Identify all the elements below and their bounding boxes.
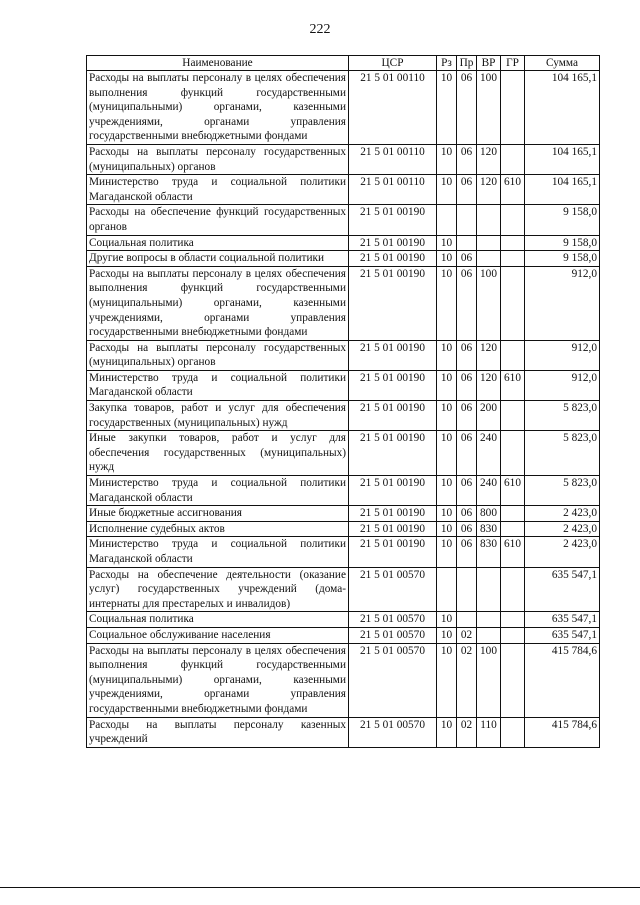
cell-vr: 100 — [477, 266, 501, 340]
cell-csr: 21 5 01 00190 — [349, 506, 437, 522]
cell-name: Социальная политика — [87, 612, 349, 628]
cell-pr: 06 — [457, 144, 477, 174]
cell-gr — [501, 717, 525, 747]
cell-csr: 21 5 01 00110 — [349, 71, 437, 145]
table-row — [87, 235, 600, 251]
cell-rz: 10 — [437, 717, 457, 747]
header-row — [87, 56, 600, 71]
cell-pr: 02 — [457, 717, 477, 747]
cell-rz: 10 — [437, 506, 457, 522]
cell-rz: 10 — [437, 251, 457, 267]
cell-gr — [501, 401, 525, 431]
cell-sum: 5 823,0 — [525, 431, 600, 476]
cell-csr: 21 5 01 00190 — [349, 235, 437, 251]
cell-gr — [501, 612, 525, 628]
cell-pr: 06 — [457, 521, 477, 537]
cell-csr: 21 5 01 00570 — [349, 612, 437, 628]
bottom-rule — [0, 887, 640, 888]
cell-gr — [501, 567, 525, 612]
cell-rz — [437, 567, 457, 612]
cell-name: Расходы на выплаты персоналу казенных учреждений — [87, 717, 349, 747]
header-pr: Пр — [457, 56, 477, 71]
table-row — [87, 266, 600, 340]
cell-pr: 06 — [457, 266, 477, 340]
cell-csr: 21 5 01 00190 — [349, 266, 437, 340]
cell-sum: 2 423,0 — [525, 521, 600, 537]
cell-name: Исполнение судебных актов — [87, 521, 349, 537]
cell-vr: 240 — [477, 431, 501, 476]
cell-rz: 10 — [437, 521, 457, 537]
cell-csr: 21 5 01 00190 — [349, 251, 437, 267]
cell-name: Расходы на выплаты персоналу государственных (муниципальных) органов — [87, 144, 349, 174]
cell-sum: 9 158,0 — [525, 235, 600, 251]
cell-name: Социальная политика — [87, 235, 349, 251]
cell-name: Расходы на обеспечение деятельности (оказание услуг) государственных учреждений (дома-интернаты для престарелых и инвалидов) — [87, 567, 349, 612]
cell-vr: 110 — [477, 717, 501, 747]
cell-sum: 635 547,1 — [525, 627, 600, 643]
cell-sum: 5 823,0 — [525, 476, 600, 506]
table-row — [87, 612, 600, 628]
cell-rz: 10 — [437, 537, 457, 567]
table-row — [87, 205, 600, 235]
cell-pr: 06 — [457, 537, 477, 567]
cell-rz: 10 — [437, 612, 457, 628]
cell-pr: 06 — [457, 71, 477, 145]
cell-sum: 415 784,6 — [525, 643, 600, 717]
table-row — [87, 643, 600, 717]
budget-table — [86, 55, 600, 748]
cell-rz — [437, 205, 457, 235]
table-row — [87, 476, 600, 506]
cell-vr: 240 — [477, 476, 501, 506]
table-row — [87, 567, 600, 612]
cell-vr: 830 — [477, 537, 501, 567]
cell-sum: 912,0 — [525, 370, 600, 400]
cell-csr: 21 5 01 00190 — [349, 340, 437, 370]
cell-csr: 21 5 01 00570 — [349, 717, 437, 747]
cell-rz: 10 — [437, 340, 457, 370]
cell-name: Расходы на выплаты персоналу в целях обеспечения выполнения функций государственными (муниципальными) органами, казенными учреждениями, органами управления государственными внебюджетными фондами — [87, 643, 349, 717]
cell-vr — [477, 612, 501, 628]
cell-name: Министерство труда и социальной политики Магаданской области — [87, 370, 349, 400]
cell-rz: 10 — [437, 235, 457, 251]
cell-name: Расходы на выплаты персоналу в целях обеспечения выполнения функций государственными (муниципальными) органами, казенными учреждениями, органами управления государственными внебюджетными фондами — [87, 266, 349, 340]
header-rz: Рз — [437, 56, 457, 71]
cell-rz: 10 — [437, 627, 457, 643]
cell-pr: 06 — [457, 175, 477, 205]
table-row — [87, 627, 600, 643]
cell-name: Другие вопросы в области социальной политики — [87, 251, 349, 267]
cell-sum: 104 165,1 — [525, 175, 600, 205]
cell-rz: 10 — [437, 175, 457, 205]
cell-pr: 02 — [457, 643, 477, 717]
header-vr: ВР — [477, 56, 501, 71]
cell-gr — [501, 71, 525, 145]
cell-gr — [501, 266, 525, 340]
cell-name: Закупка товаров, работ и услуг для обеспечения государственных (муниципальных) нужд — [87, 401, 349, 431]
table-row — [87, 717, 600, 747]
cell-gr — [501, 521, 525, 537]
cell-sum: 9 158,0 — [525, 251, 600, 267]
cell-csr: 21 5 01 00190 — [349, 521, 437, 537]
cell-rz: 10 — [437, 370, 457, 400]
cell-rz: 10 — [437, 476, 457, 506]
cell-vr — [477, 567, 501, 612]
header-csr: ЦСР — [349, 56, 437, 71]
cell-csr: 21 5 01 00110 — [349, 144, 437, 174]
cell-vr — [477, 627, 501, 643]
cell-sum: 9 158,0 — [525, 205, 600, 235]
cell-name: Министерство труда и социальной политики Магаданской области — [87, 476, 349, 506]
cell-csr: 21 5 01 00190 — [349, 401, 437, 431]
cell-pr: 06 — [457, 506, 477, 522]
cell-pr: 06 — [457, 340, 477, 370]
cell-sum: 415 784,6 — [525, 717, 600, 747]
cell-rz: 10 — [437, 144, 457, 174]
cell-vr — [477, 251, 501, 267]
header-name: Наименование — [87, 56, 349, 71]
cell-vr: 800 — [477, 506, 501, 522]
table-row — [87, 521, 600, 537]
cell-rz: 10 — [437, 71, 457, 145]
cell-csr: 21 5 01 00570 — [349, 627, 437, 643]
cell-csr: 21 5 01 00570 — [349, 643, 437, 717]
cell-sum: 2 423,0 — [525, 537, 600, 567]
cell-name: Министерство труда и социальной политики Магаданской области — [87, 537, 349, 567]
cell-vr: 120 — [477, 340, 501, 370]
cell-csr: 21 5 01 00190 — [349, 476, 437, 506]
cell-pr — [457, 205, 477, 235]
cell-rz: 10 — [437, 266, 457, 340]
cell-rz: 10 — [437, 643, 457, 717]
cell-sum: 635 547,1 — [525, 612, 600, 628]
table-row — [87, 537, 600, 567]
cell-name: Расходы на выплаты персоналу государственных (муниципальных) органов — [87, 340, 349, 370]
cell-sum: 104 165,1 — [525, 71, 600, 145]
cell-gr — [501, 251, 525, 267]
cell-sum: 5 823,0 — [525, 401, 600, 431]
cell-vr: 830 — [477, 521, 501, 537]
cell-pr — [457, 612, 477, 628]
cell-vr: 100 — [477, 71, 501, 145]
cell-sum: 2 423,0 — [525, 506, 600, 522]
cell-vr: 120 — [477, 370, 501, 400]
cell-csr: 21 5 01 00190 — [349, 205, 437, 235]
cell-gr — [501, 643, 525, 717]
table-row — [87, 71, 600, 145]
page-number: 222 — [309, 22, 331, 37]
cell-gr: 610 — [501, 175, 525, 205]
cell-csr: 21 5 01 00110 — [349, 175, 437, 205]
cell-gr: 610 — [501, 476, 525, 506]
cell-sum: 104 165,1 — [525, 144, 600, 174]
cell-vr: 120 — [477, 175, 501, 205]
cell-pr — [457, 567, 477, 612]
cell-gr: 610 — [501, 370, 525, 400]
cell-gr — [501, 431, 525, 476]
cell-pr — [457, 235, 477, 251]
cell-gr — [501, 144, 525, 174]
cell-pr: 06 — [457, 370, 477, 400]
table-row — [87, 251, 600, 267]
table-row — [87, 340, 600, 370]
cell-sum: 912,0 — [525, 266, 600, 340]
cell-pr: 06 — [457, 476, 477, 506]
cell-vr — [477, 205, 501, 235]
table-row — [87, 401, 600, 431]
cell-csr: 21 5 01 00190 — [349, 537, 437, 567]
cell-csr: 21 5 01 00570 — [349, 567, 437, 612]
table-row — [87, 431, 600, 476]
cell-pr: 06 — [457, 431, 477, 476]
cell-sum: 635 547,1 — [525, 567, 600, 612]
cell-gr — [501, 627, 525, 643]
cell-rz: 10 — [437, 431, 457, 476]
cell-name: Расходы на выплаты персоналу в целях обеспечения выполнения функций государственными (муниципальными) органами, казенными учреждениями, органами управления государственными внебюджетными фондами — [87, 71, 349, 145]
cell-pr: 06 — [457, 401, 477, 431]
cell-pr: 06 — [457, 251, 477, 267]
cell-vr — [477, 235, 501, 251]
header-sum: Сумма — [525, 56, 600, 71]
cell-name: Иные закупки товаров, работ и услуг для обеспечения государственных (муниципальных) нужд — [87, 431, 349, 476]
cell-pr: 02 — [457, 627, 477, 643]
cell-name: Социальное обслуживание населения — [87, 627, 349, 643]
cell-vr: 120 — [477, 144, 501, 174]
cell-name: Иные бюджетные ассигнования — [87, 506, 349, 522]
cell-csr: 21 5 01 00190 — [349, 370, 437, 400]
cell-name: Министерство труда и социальной политики Магаданской области — [87, 175, 349, 205]
cell-vr: 200 — [477, 401, 501, 431]
cell-csr: 21 5 01 00190 — [349, 431, 437, 476]
table-row — [87, 175, 600, 205]
header-gr: ГР — [501, 56, 525, 71]
cell-gr — [501, 235, 525, 251]
cell-sum: 912,0 — [525, 340, 600, 370]
cell-gr — [501, 340, 525, 370]
cell-name: Расходы на обеспечение функций государственных органов — [87, 205, 349, 235]
table-row — [87, 144, 600, 174]
cell-gr — [501, 205, 525, 235]
cell-gr — [501, 506, 525, 522]
table-row — [87, 506, 600, 522]
cell-gr: 610 — [501, 537, 525, 567]
table-row — [87, 370, 600, 400]
cell-rz: 10 — [437, 401, 457, 431]
cell-vr: 100 — [477, 643, 501, 717]
